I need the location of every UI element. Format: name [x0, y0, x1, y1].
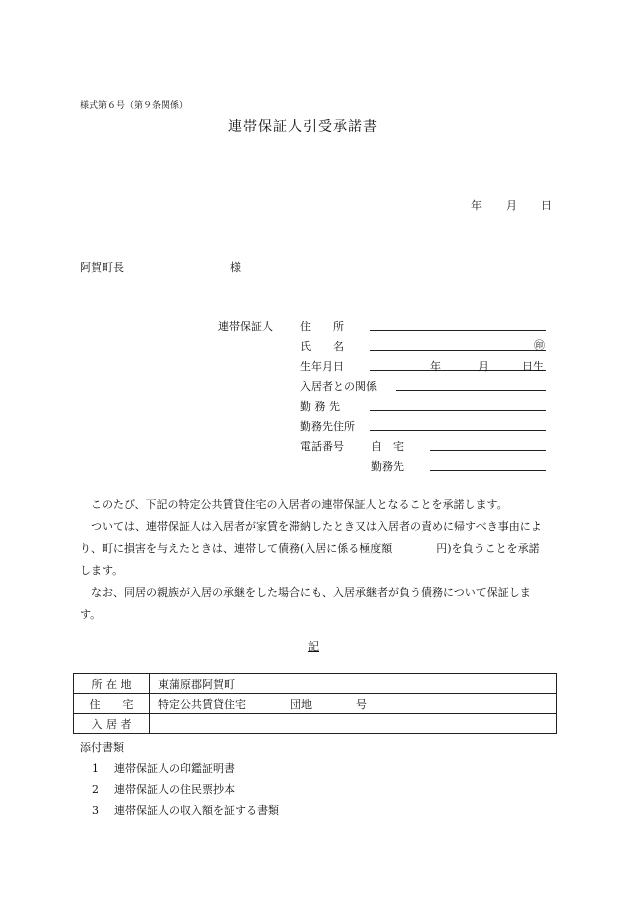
table-row — [74, 694, 557, 714]
attachments-list — [80, 737, 279, 821]
birth-line[interactable] — [370, 370, 546, 371]
phone-home-line[interactable] — [430, 450, 546, 451]
workplace-address-label: 勤務先住所 — [300, 420, 355, 433]
table-cell-value[interactable] — [150, 714, 557, 734]
address-line[interactable] — [370, 330, 546, 331]
list-item-number: 2 — [92, 783, 99, 796]
birth-month: 月 — [478, 360, 489, 373]
phone-label: 電話番号 — [300, 440, 344, 453]
table-row — [74, 714, 557, 734]
date-day: 日 — [541, 199, 552, 212]
list-item-text: 連帯保証人の収入額を証する書類 — [114, 804, 279, 817]
birth-label: 生年月日 — [300, 360, 344, 373]
table-cell-value[interactable]: 東蒲原郡阿賀町 — [150, 674, 557, 694]
relation-line[interactable] — [396, 390, 546, 391]
list-item — [80, 779, 279, 800]
ki-heading: 記 — [308, 640, 319, 653]
birth-day: 日生 — [522, 360, 544, 373]
phone-work-label: 勤務先 — [371, 460, 404, 473]
body-paragraph-1: このたび、下記の特定公共賃貸住宅の入居者の連帯保証人となることを承諾します。 — [80, 498, 508, 511]
table-cell-label: 所 在 地 — [74, 674, 150, 694]
list-item — [80, 758, 279, 779]
body-paragraph-2: ついては、連帯保証人は入居者が家賃を滞納したとき又は入居者の責めに帰すべき事由により、町に損害を与えたときは、連帯して債務(入居に係る極度額 円)を負うことを承諾します。 — [80, 520, 542, 577]
workplace-label: 勤 務 先 — [300, 400, 340, 413]
address-label: 住 所 — [300, 320, 344, 333]
list-item — [80, 800, 279, 821]
table-cell-label: 入 居 者 — [74, 714, 150, 734]
list-item-number: 1 — [92, 762, 99, 775]
name-line[interactable] — [370, 350, 546, 351]
seal-icon: ㊞ — [534, 339, 545, 352]
attachments-heading: 添付書類 — [80, 741, 124, 754]
phone-home-label: 自 宅 — [371, 440, 404, 453]
table-cell-label: 住 宅 — [74, 694, 150, 714]
phone-work-line[interactable] — [430, 470, 546, 471]
document-title: 連帯保証人引受承諾書 — [228, 119, 378, 135]
relation-label: 入居者との関係 — [300, 380, 377, 393]
property-table — [73, 673, 557, 734]
form-number: 様式第６号（第９条関係） — [80, 101, 189, 111]
table-row — [74, 674, 557, 694]
guarantor-heading: 連帯保証人 — [218, 320, 273, 333]
list-item-text: 連帯保証人の印鑑証明書 — [114, 762, 235, 775]
addressee-honorific: 様 — [230, 261, 241, 274]
date-year: 年 — [471, 199, 482, 212]
workplace-address-line[interactable] — [370, 430, 546, 431]
name-label: 氏 名 — [300, 340, 344, 353]
addressee-name: 阿賀町長 — [80, 261, 124, 274]
body-paragraph-3: なお、同居の親族が入居の承継をした場合にも、入居承継者が負う債務について保証します。 — [80, 586, 531, 621]
list-item-text: 連帯保証人の住民票抄本 — [114, 783, 235, 796]
list-item-number: 3 — [92, 804, 99, 817]
workplace-line[interactable] — [370, 410, 546, 411]
birth-year: 年 — [430, 360, 441, 373]
table-cell-value[interactable]: 特定公共賃貸住宅 団地 号 — [150, 694, 557, 714]
date-month: 月 — [506, 199, 517, 212]
body-text — [80, 494, 550, 626]
